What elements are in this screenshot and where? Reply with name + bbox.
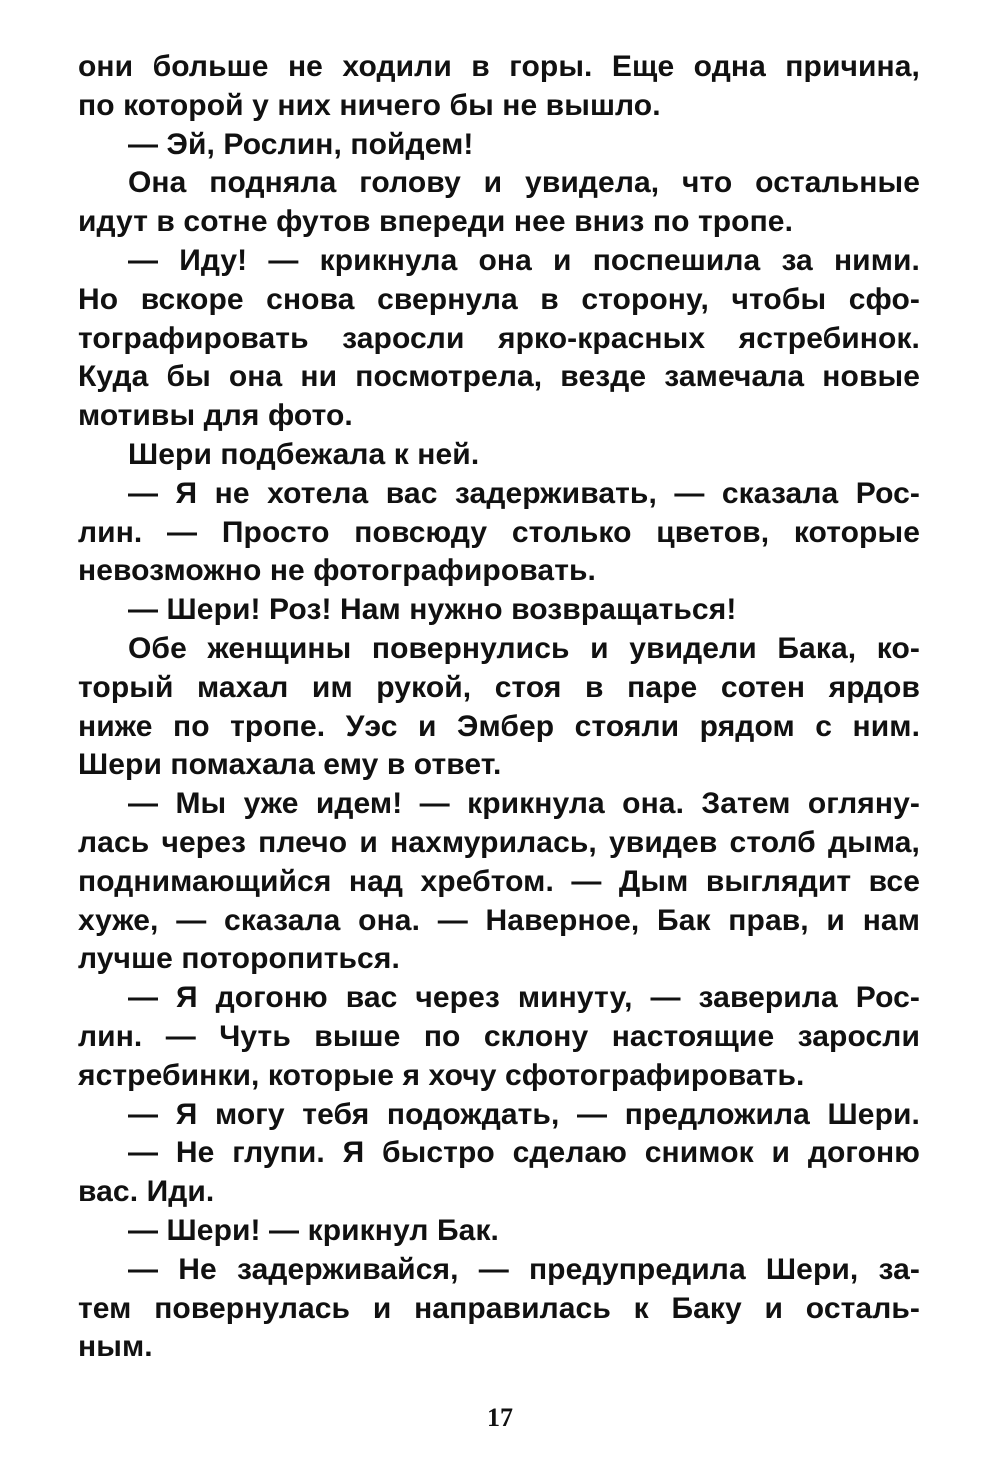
text-line: лучше поторопиться. <box>78 942 400 976</box>
text-line: вас. Иди. <box>78 1175 215 1209</box>
text-line: — Не глупи. Я быстро сделаю снимок и догоню <box>128 1136 920 1170</box>
text-line: Она подняла голову и увидела, что остальные <box>128 166 920 200</box>
text-line: ным. <box>78 1330 153 1364</box>
text-line: невозможно не фотографировать. <box>78 554 596 588</box>
text-line: Шери подбежала к ней. <box>128 437 480 471</box>
text-line: они больше не ходили в горы. Еще одна причина, <box>78 50 920 83</box>
text-line: лин. — Чуть выше по склону настоящие заросли <box>78 1019 920 1053</box>
text-line: Шери помахала ему в ответ. <box>78 748 502 782</box>
text-line: — Я догоню вас через минуту, — заверила Рос- <box>128 981 920 1015</box>
text-line: хуже, — сказала она. — Наверное, Бак прав, и нам <box>78 903 920 937</box>
text-line: — Шери! Роз! Нам нужно возвращаться! <box>128 593 737 627</box>
text-line: — Шери! — крикнул Бак. <box>128 1213 499 1247</box>
text-line: — Мы уже идем! — крикнула она. Затем огляну- <box>128 787 920 821</box>
text-line: поднимающийся над хребтом. — Дым выглядит все <box>78 864 920 898</box>
text-line: идут в сотне футов впереди нее вниз по тропе. <box>78 205 794 239</box>
text-line: — Иду! — крикнула она и поспешила за ними. <box>128 243 920 277</box>
text-line: Обе женщины повернулись и увидели Бака, ко- <box>128 631 920 665</box>
text-line: ястребинки, которые я хочу сфотографировать. <box>78 1058 805 1092</box>
text-line: тем повернулась и направилась к Баку и осталь- <box>78 1291 920 1325</box>
text-line: — Я могу тебя подождать, — предложила Шери. <box>128 1097 920 1131</box>
text-line: торый махал им рукой, стоя в паре сотен ярдов <box>78 670 920 704</box>
text-line: — Я не хотела вас задерживать, — сказала Рос- <box>128 476 920 510</box>
text-line: лин. — Просто повсюду столько цветов, которые <box>78 515 920 549</box>
text-line: Куда бы она ни посмотрела, везде замечала новые <box>78 360 920 394</box>
page-text-block <box>78 48 920 1367</box>
text-line: лась через плечо и нахмурилась, увидев столб дыма, <box>78 825 920 859</box>
text-line: Но вскоре снова свернула в сторону, чтобы сфо- <box>78 282 920 316</box>
text-line: по которой у них ничего бы не вышло. <box>78 88 661 122</box>
page-number: 17 <box>487 1403 513 1433</box>
text-line: тографировать заросли ярко-красных ястребинок. <box>78 321 920 355</box>
text-line: ниже по тропе. Уэс и Эмбер стояли рядом с ним. <box>78 709 920 743</box>
text-line: — Эй, Рослин, пойдем! <box>128 127 474 161</box>
text-line: — Не задерживайся, — предупредила Шери, за- <box>128 1252 920 1286</box>
text-line: мотивы для фото. <box>78 399 353 433</box>
